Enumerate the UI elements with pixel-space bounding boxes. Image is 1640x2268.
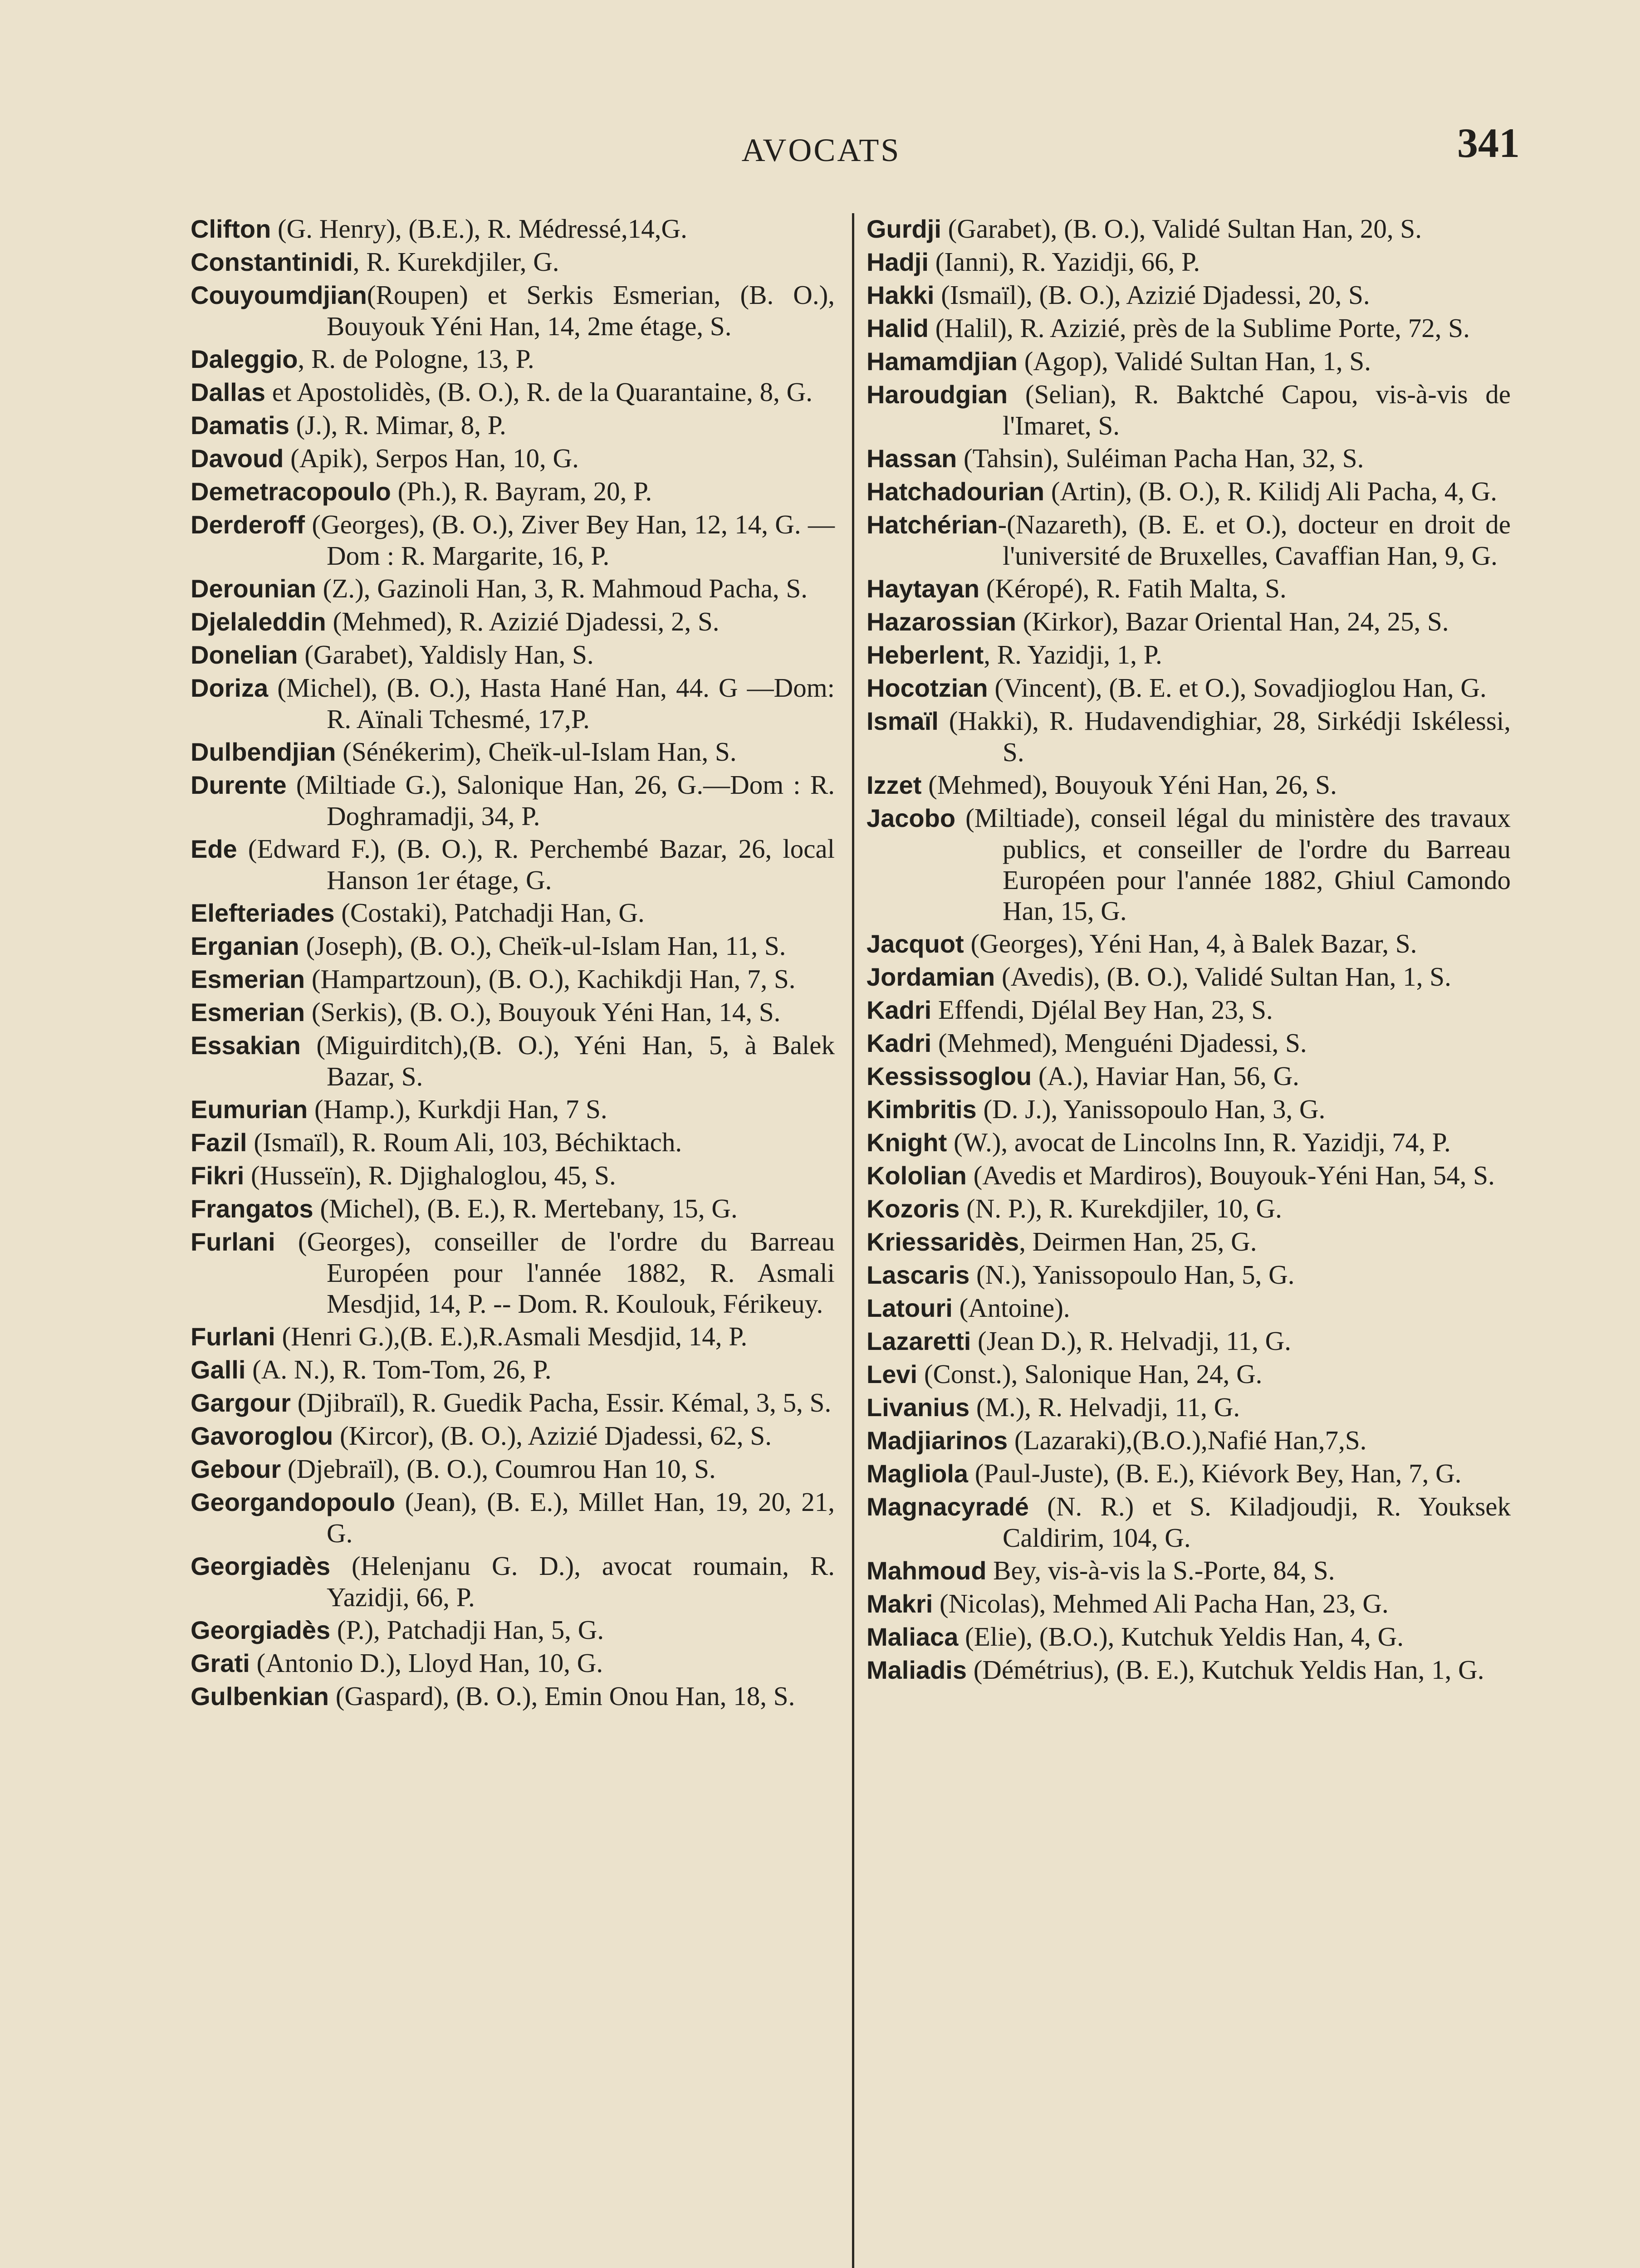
- entry-name: Esmerian: [191, 965, 305, 993]
- entry-name: Kadri: [867, 996, 932, 1024]
- entry-name: Dulbendjian: [191, 738, 336, 766]
- entry-details: (Hakki), R. Hudavendighiar, 28, Sirkédji Iskélessi, S.: [938, 706, 1511, 767]
- entry-details: (Hamp.), Kurkdji Han, 7 S.: [308, 1094, 607, 1124]
- directory-entry: [191, 1453, 835, 1485]
- entry-name: Levi: [867, 1360, 918, 1388]
- directory-entry: [867, 1193, 1511, 1224]
- entry-details: (Mehmed), Menguéni Djadessi, S.: [931, 1028, 1307, 1058]
- entry-details: (N.), Yanissopoulo Han, 5, G.: [969, 1260, 1295, 1290]
- entry-details: (Jean D.), R. Helvadji, 11, G.: [971, 1326, 1291, 1356]
- directory-entry: [191, 279, 835, 342]
- entry-details: (Michel), (B. O.), Hasta Hané Han, 44. G —Dom: R. Aïnali Tchesmé, 17,P.: [268, 673, 835, 734]
- directory-entry: [191, 1486, 835, 1549]
- directory-entry: [867, 1226, 1511, 1257]
- directory-entry: [191, 1226, 835, 1319]
- entry-details: Bey, vis-à-vis la S.-Porte, 84, S.: [986, 1555, 1335, 1585]
- entry-name: Latouri: [867, 1294, 953, 1322]
- entry-details: (G. Henry), (B.E.), R. Médressé,14,G.: [271, 214, 687, 244]
- entry-name: Frangatos: [191, 1194, 313, 1223]
- entry-details: (Z.), Gazinoli Han, 3, R. Mahmoud Pacha, S.: [316, 573, 808, 603]
- entry-name: Livanius: [867, 1393, 970, 1422]
- entry-details: (Georges), Yéni Han, 4, à Balek Bazar, S.: [964, 929, 1417, 958]
- entry-details: (P.), Patchadji Han, 5, G.: [330, 1615, 604, 1645]
- entry-details: (Lazaraki),(B.O.),Nafié Han,7,S.: [1008, 1425, 1367, 1455]
- entry-details: (A. N.), R. Tom-Tom, 26, P.: [245, 1354, 552, 1384]
- directory-entry: [191, 1387, 835, 1418]
- right-column: [867, 213, 1511, 1687]
- entry-details: (Roupen) et Serkis Esmerian, (B. O.), Bouyouk Yéni Han, 14, 2me étage, S.: [327, 280, 835, 341]
- entry-details: (Agop), Validé Sultan Han, 1, S.: [1018, 346, 1371, 376]
- directory-entry: [191, 376, 835, 408]
- entry-details: (Edward F.), (B. O.), R. Perchembé Bazar, 26, local Hanson 1er étage, G.: [237, 834, 835, 895]
- entry-details: (D. J.), Yanissopoulo Han, 3, G.: [976, 1094, 1326, 1124]
- directory-entry: [191, 1647, 835, 1679]
- directory-entry: [191, 1321, 835, 1352]
- directory-entry: [867, 1292, 1511, 1324]
- entry-details: (Garabet), Yaldisly Han, S.: [298, 640, 594, 670]
- directory-entry: [867, 1425, 1511, 1456]
- directory-entry: [867, 606, 1511, 637]
- directory-entry: [191, 897, 835, 929]
- directory-entry: [191, 343, 835, 375]
- entry-details: (Artin), (B. O.), R. Kilidj Ali Pacha, 4, G.: [1044, 476, 1498, 506]
- running-head: AVOCATS: [741, 132, 901, 168]
- entry-details: (Apik), Serpos Han, 10, G.: [284, 443, 579, 473]
- directory-entry: [867, 1359, 1511, 1390]
- entry-name: Madjiarinos: [867, 1426, 1008, 1455]
- directory-entry: [867, 1259, 1511, 1290]
- entry-name: Mahmoud: [867, 1556, 987, 1585]
- directory-entry: [867, 246, 1511, 278]
- directory-entry: [867, 769, 1511, 801]
- directory-entry: [191, 833, 835, 895]
- directory-entry: [867, 994, 1511, 1026]
- entry-name: Georgiadès: [191, 1616, 331, 1644]
- directory-entry: [867, 476, 1511, 507]
- entry-name: Magnacyradé: [867, 1492, 1029, 1521]
- entry-name: Durente: [191, 771, 287, 799]
- entry-name: Kololian: [867, 1161, 967, 1190]
- entry-details: (Joseph), (B. O.), Cheïk-ul-Islam Han, 11, S.: [299, 931, 786, 961]
- entry-details: (Ph.), R. Bayram, 20, P.: [391, 476, 652, 506]
- entry-name: Eumurian: [191, 1095, 308, 1124]
- entry-name: Erganian: [191, 932, 299, 960]
- entry-details: (Mehmed), R. Azizié Djadessi, 2, S.: [326, 606, 720, 636]
- entry-name: Gulbenkian: [191, 1682, 329, 1711]
- entry-name: Jordamian: [867, 963, 995, 991]
- directory-entry: [191, 1354, 835, 1385]
- entry-details: (Djibraïl), R. Guedik Pacha, Essir. Kémal, 3, 5, S.: [290, 1388, 832, 1418]
- entry-name: Lazaretti: [867, 1327, 971, 1355]
- directory-entry: [191, 573, 835, 604]
- entry-details: , R. Kurekdjiler, G.: [352, 247, 559, 277]
- entry-details: (Michel), (B. E.), R. Mertebany, 15, G.: [313, 1193, 738, 1223]
- entry-details: Effendi, Djélal Bey Han, 23, S.: [931, 995, 1273, 1025]
- entry-name: Heberlent: [867, 640, 984, 669]
- directory-entry: [867, 1094, 1511, 1125]
- directory-entry: [867, 1588, 1511, 1619]
- directory-entry: [191, 639, 835, 670]
- entry-details: (Kircor), (B. O.), Azizié Djadessi, 62, S.: [333, 1421, 772, 1451]
- entry-name: Galli: [191, 1355, 246, 1384]
- entry-name: Maliaca: [867, 1623, 959, 1651]
- directory-entry: [191, 410, 835, 441]
- entry-details: (Const.), Salonique Han, 24, G.: [917, 1359, 1263, 1389]
- entry-name: Daleggio: [191, 345, 298, 373]
- entry-name: Knight: [867, 1128, 947, 1157]
- entry-name: Damatis: [191, 411, 289, 440]
- entry-name: Maliadis: [867, 1656, 967, 1684]
- entry-details: (Hampartzoun), (B. O.), Kachikdji Han, 7, S.: [305, 964, 796, 994]
- entry-details: , Deirmen Han, 25, G.: [1019, 1227, 1257, 1256]
- directory-entry: [191, 1160, 835, 1191]
- directory-entry: [867, 1392, 1511, 1423]
- entry-details: , R. Yazidji, 1, P.: [984, 640, 1162, 670]
- entry-details: , R. de Pologne, 13, P.: [298, 344, 534, 374]
- entry-name: Djelaleddin: [191, 607, 326, 636]
- entry-details: (Djebraïl), (B. O.), Coumrou Han 10, S.: [281, 1454, 716, 1484]
- entry-name: Esmerian: [191, 998, 305, 1026]
- directory-entry: [867, 1555, 1511, 1586]
- entry-name: Georgiadès: [191, 1552, 331, 1580]
- directory-entry: [191, 443, 835, 474]
- directory-entry: [191, 476, 835, 507]
- entry-details: (Gaspard), (B. O.), Emin Onou Han, 18, S.: [328, 1681, 795, 1711]
- entry-details: (Tahsin), Suléiman Pacha Han, 32, S.: [957, 443, 1364, 473]
- directory-entry: [191, 1614, 835, 1646]
- entry-name: Hocotzian: [867, 674, 988, 702]
- entry-name: Derderoff: [191, 510, 305, 539]
- entry-details: (Georges), (B. O.), Ziver Bey Han, 12, 14, G. — Dom : R. Margarite, 16, P.: [305, 509, 835, 571]
- directory-entry: [191, 930, 835, 962]
- entry-details: (Selian), R. Baktché Capou, vis-à-vis de l'Imaret, S.: [1003, 379, 1511, 440]
- entry-name: Elefteriades: [191, 899, 335, 927]
- entry-name: Fikri: [191, 1161, 245, 1190]
- entry-name: Hatchérian: [867, 510, 998, 539]
- directory-entry: [867, 1491, 1511, 1553]
- directory-entry: [867, 313, 1511, 344]
- directory-entry: [867, 705, 1511, 767]
- entry-details: (Sénékerim), Cheïk-ul-Islam Han, S.: [336, 737, 737, 767]
- directory-entry: [191, 997, 835, 1028]
- directory-entry: [191, 672, 835, 734]
- directory-entry: [191, 1681, 835, 1712]
- entry-name: Hazarossian: [867, 607, 1016, 636]
- entry-name: Gurdji: [867, 215, 941, 243]
- entry-details: (Paul-Juste), (B. E.), Kiévork Bey, Han, 7, G.: [968, 1458, 1462, 1488]
- entry-name: Kriessaridès: [867, 1227, 1019, 1256]
- directory-entry: [191, 1420, 835, 1452]
- entry-details: (Antoine).: [952, 1293, 1070, 1323]
- entry-details: (Miguirditch),(B. O.), Yéni Han, 5, à Balek Bazar, S.: [300, 1030, 835, 1091]
- entry-details: (Elie), (B.O.), Kutchuk Yeldis Han, 4, G.: [958, 1622, 1404, 1652]
- entry-name: Georgandopoulo: [191, 1488, 396, 1516]
- directory-entry: [191, 606, 835, 637]
- directory-entry: [191, 769, 835, 831]
- left-column: [191, 213, 835, 1714]
- entry-details: (Kirkor), Bazar Oriental Han, 24, 25, S.: [1016, 606, 1449, 636]
- directory-entry: [867, 961, 1511, 992]
- entry-details: (Avedis et Mardiros), Bouyouk-Yéni Han, 54, S.: [966, 1160, 1495, 1190]
- entry-name: Dallas: [191, 378, 265, 406]
- entry-name: Furlani: [191, 1227, 275, 1256]
- entry-name: Lascaris: [867, 1261, 970, 1289]
- entry-name: Hatchadourian: [867, 477, 1045, 506]
- directory-entry: [867, 1458, 1511, 1489]
- entry-details: (N. P.), R. Kurekdjiler, 10, G.: [960, 1193, 1282, 1223]
- entry-name: Constantinidi: [191, 248, 353, 276]
- entry-name: Ede: [191, 835, 237, 863]
- entry-name: Haytayan: [867, 574, 980, 603]
- directory-entry: [867, 802, 1511, 926]
- directory-entry: [867, 1160, 1511, 1191]
- directory-entry: [867, 1061, 1511, 1092]
- directory-entry: [867, 443, 1511, 474]
- entry-details: (Nicolas), Mehmed Ali Pacha Han, 23, G.: [933, 1589, 1389, 1618]
- directory-entry: [867, 1127, 1511, 1158]
- entry-name: Kozoris: [867, 1194, 960, 1223]
- entry-name: Hamamdjian: [867, 347, 1018, 376]
- directory-entry: [191, 963, 835, 995]
- entry-name: Clifton: [191, 215, 271, 243]
- entry-details: (Démétrius), (B. E.), Kutchuk Yeldis Han, 1, G.: [966, 1655, 1484, 1685]
- entry-details: (W.), avocat de Lincolns Inn, R. Yazidji, 74, P.: [947, 1127, 1451, 1157]
- entry-details: (Vincent), (B. E. et O.), Sovadjioglou Han, G.: [988, 673, 1487, 703]
- entry-details: (Miltiade), conseil légal du ministère des travaux publics, et conseiller de l'ordre du Barreau Européen pour l'année 1882, Ghiul Camondo Han, 15, G.: [955, 803, 1511, 926]
- entry-name: Jacquot: [867, 929, 964, 958]
- entry-details: (M.), R. Helvadji, 11, G.: [969, 1392, 1240, 1422]
- entry-name: Gargour: [191, 1388, 291, 1417]
- entry-name: Davoud: [191, 444, 284, 473]
- directory-entry: [191, 1550, 835, 1613]
- directory-entry: [191, 246, 835, 278]
- directory-entry: [867, 509, 1511, 571]
- entry-name: Hadji: [867, 248, 929, 276]
- entry-details: (Halil), R. Azizié, près de la Sublime Porte, 72, S.: [928, 313, 1470, 343]
- entry-details: (Serkis), (B. O.), Bouyouk Yéni Han, 14, S.: [305, 997, 781, 1027]
- entry-name: Gavoroglou: [191, 1422, 333, 1450]
- directory-entry: [191, 736, 835, 767]
- entry-details: (Georges), conseiller de l'ordre du Barreau Européen pour l'année 1882, R. Asmali Mesdjid, 14, P. -- Dom. R. Koulouk, Férikeuy.: [275, 1227, 835, 1319]
- directory-entry: [867, 1654, 1511, 1686]
- directory-entry: [867, 213, 1511, 244]
- entry-name: Grati: [191, 1649, 250, 1677]
- directory-entry: [867, 928, 1511, 959]
- entry-details: et Apostolidès, (B. O.), R. de la Quarantaine, 8, G.: [265, 377, 813, 407]
- entry-details: (Jean), (B. E.), Millet Han, 19, 20, 21, G.: [327, 1487, 835, 1548]
- entry-details: (Antonio D.), Lloyd Han, 10, G.: [250, 1648, 603, 1678]
- entry-name: Haroudgian: [867, 380, 1008, 409]
- entry-name: Furlani: [191, 1322, 275, 1351]
- entry-name: Ismaïl: [867, 707, 939, 735]
- entry-name: Hassan: [867, 444, 957, 473]
- column-divider: [852, 213, 854, 2268]
- entry-name: Fazil: [191, 1128, 247, 1157]
- entry-details: (Ianni), R. Yazidji, 66, P.: [928, 247, 1200, 277]
- directory-entry: [867, 1027, 1511, 1059]
- directory-entry: [191, 1193, 835, 1224]
- directory-entry: [867, 379, 1511, 441]
- entry-name: Hakki: [867, 281, 935, 309]
- directory-entry: [867, 639, 1511, 670]
- entry-details: (Husseïn), R. Djighaloglou, 45, S.: [244, 1160, 616, 1190]
- entry-details: (Mehmed), Bouyouk Yéni Han, 26, S.: [921, 770, 1337, 800]
- entry-details: (N. R.) et S. Kiladjoudji, R. Youksek Caldirim, 104, G.: [1003, 1491, 1511, 1553]
- directory-entry: [867, 346, 1511, 377]
- directory-entry: [191, 509, 835, 571]
- entry-details: (Miltiade G.), Salonique Han, 26, G.—Dom : R. Doghramadji, 34, P.: [286, 770, 835, 831]
- entry-name: Essakian: [191, 1031, 301, 1060]
- entry-name: Kessissoglou: [867, 1062, 1032, 1090]
- directory-entry: [191, 213, 835, 244]
- entry-name: Kimbritis: [867, 1095, 977, 1124]
- directory-entry: [867, 1325, 1511, 1357]
- directory-entry: [867, 672, 1511, 704]
- directory-entry: [191, 1030, 835, 1092]
- entry-name: Donelian: [191, 640, 298, 669]
- entry-details: (Kéropé), R. Fatih Malta, S.: [979, 573, 1287, 603]
- entry-name: Makri: [867, 1589, 933, 1618]
- entry-details: (Costaki), Patchadji Han, G.: [334, 898, 645, 928]
- entry-name: Derounian: [191, 574, 316, 603]
- entry-details: -(Nazareth), (B. E. et O.), docteur en droit de l'université de Bruxelles, Cavaffian Han, 9, G.: [998, 509, 1511, 571]
- entry-name: Izzet: [867, 771, 922, 799]
- entry-name: Jacobo: [867, 804, 956, 832]
- entry-name: Halid: [867, 314, 929, 342]
- entry-details: (J.), R. Mimar, 8, P.: [289, 410, 506, 440]
- directory-entry: [191, 1094, 835, 1125]
- entry-name: Demetracopoulo: [191, 477, 391, 506]
- directory-entry: [867, 573, 1511, 604]
- entry-name: Couyoumdjian: [191, 281, 367, 309]
- entry-details: (Helenjanu G. D.), avocat roumain, R. Yazidji, 66, P.: [327, 1551, 835, 1612]
- entry-details: (Garabet), (B. O.), Validé Sultan Han, 20, S.: [941, 214, 1422, 244]
- entry-details: (Ismaïl), R. Roum Ali, 103, Béchiktach.: [247, 1127, 682, 1157]
- page-number: 341: [1457, 120, 1520, 166]
- entry-name: Doriza: [191, 674, 269, 702]
- entry-details: (Avedis), (B. O.), Validé Sultan Han, 1, S.: [995, 962, 1451, 992]
- entry-name: Kadri: [867, 1029, 932, 1057]
- entry-details: (Henri G.),(B. E.),R.Asmali Mesdjid, 14, P.: [275, 1321, 748, 1351]
- directory-entry: [867, 279, 1511, 311]
- directory-entry: [867, 1621, 1511, 1652]
- directory-entry: [191, 1127, 835, 1158]
- entry-name: Gebour: [191, 1455, 281, 1483]
- entry-details: (Ismaïl), (B. O.), Azizié Djadessi, 20, S.: [934, 280, 1370, 310]
- entry-name: Magliola: [867, 1459, 969, 1488]
- entry-details: (A.), Haviar Han, 56, G.: [1032, 1061, 1299, 1091]
